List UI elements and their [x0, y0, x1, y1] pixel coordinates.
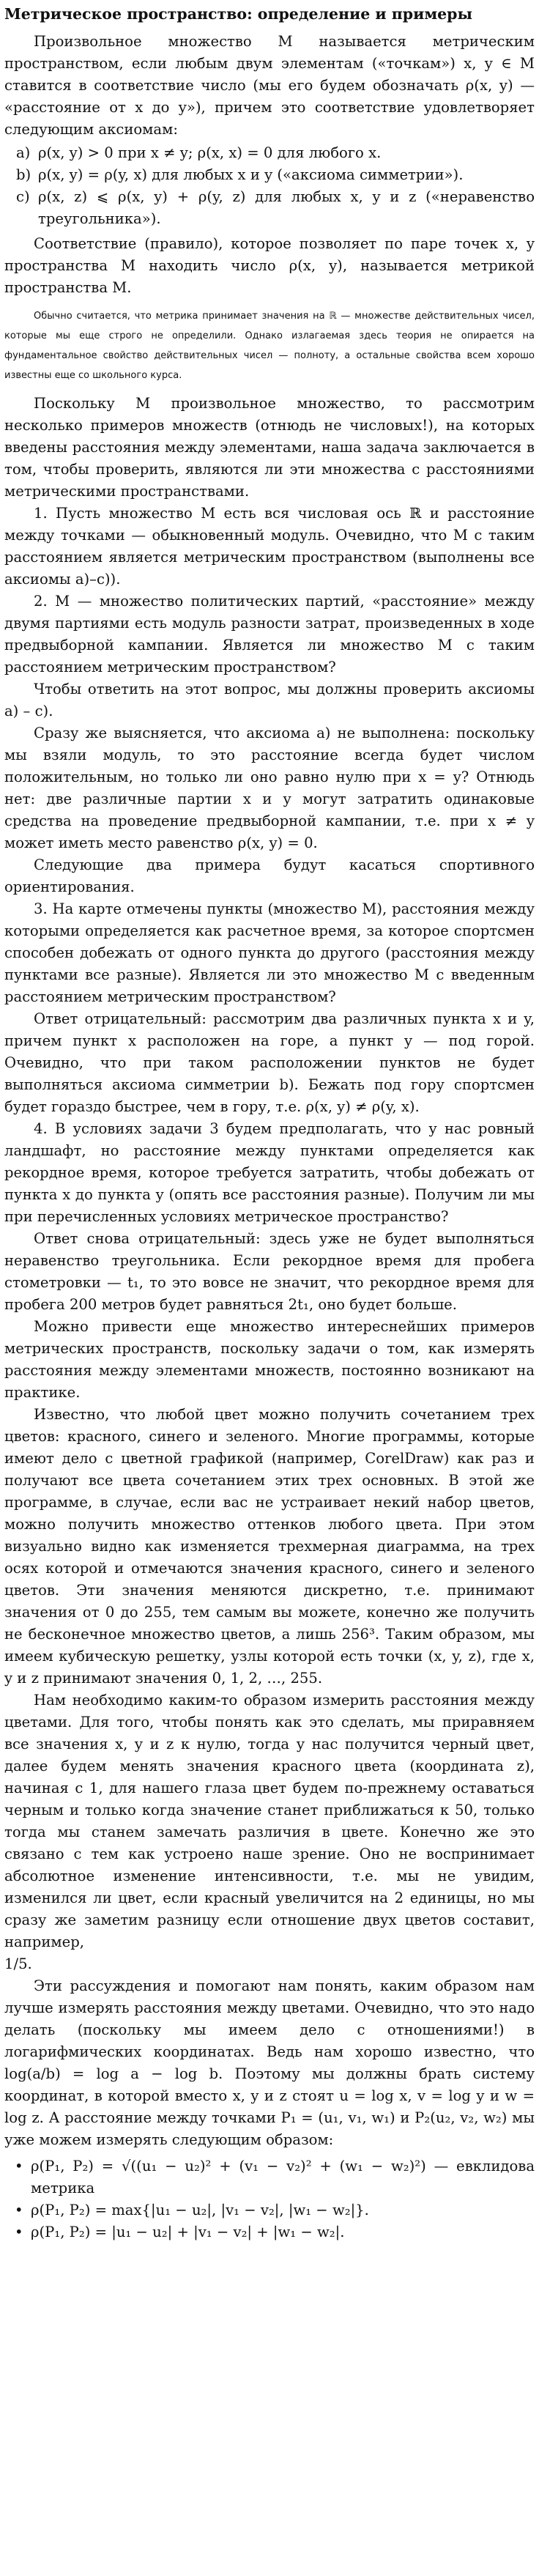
- list-item: [15, 2155, 535, 2199]
- paragraph: Следующие два примера будут касаться спортивного ориентирования.: [4, 856, 535, 895]
- color-paragraph: Известно, что любой цвет можно получить сочетанием трех цветов: красного, синего и зеленого. Многие программы, которые имеют дело с цветной графикой (например, CorelDraw) как раз и получают все цвета сочетанием этих трех основных. В этой же программе, в случае, если вас не устраивает некий набор цветов, можно получить множество оттенков любого цвета. При этом визуально видно как изменяется трехмерная диаграмма, на трех осях которой и отмечаются значения красного, синего и зеленого цветов. Эти значения меняются дискретно, т.е. принимают значения от 0 до 255, тем самым вы можете, конечно же получить не бесконечное множество цветов, а лишь 256³. Таким образом, мы имеем кубическую решетку, узлы которой есть точки (x, y, z), где x, y и z принимают значения 0, 1, 2, …, 255.: [4, 1406, 535, 1687]
- paragraph: Сразу же выясняется, что аксиома a) не выполнена: поскольку мы взяли модуль, то это расстояние всегда будет числом положительным, но только ли оно равно нулю при x = y? Отнюдь нет: две различные партии x и y могут затратить одинаковые средства на проведение предвыборной кампании, т.е. при x ≠ y может иметь место равенство ρ(x, y) = 0.: [4, 725, 535, 851]
- fraction-text: 1/5.: [4, 1955, 32, 1972]
- metric-definition-paragraph: Соответствие (правило), которое позволяет по паре точек x, y пространства M находить число ρ(x, y), называется метрикой пространства M.: [4, 235, 535, 296]
- axiom-a: [16, 142, 535, 164]
- paragraph: Можно привести еще множество интереснейших примеров метрических пространств, поскольку задачи о том, как измерять расстояния между элементами множеств, постоянно возникают на практике.: [4, 1318, 535, 1401]
- example-4-paragraph: 4. В условиях задачи 3 будем предполагать, что у нас ровный ландшафт, но расстояние между пунктами определяется как рекордное время, которое требуется затратить, чтобы добежать от пункта x до пункта y (опять все расстояния разные). Получим ли мы при перечисленных условиях метрическое пространство?: [4, 1120, 535, 1225]
- axiom-text: ρ(x, y) > 0 при x ≠ y; ρ(x, x) = 0 для любого x.: [38, 144, 382, 161]
- bullet-icon: •: [15, 2202, 23, 2218]
- axiom-text: ρ(x, y) = ρ(y, x) для любых x и y («аксиома симметрии»).: [38, 166, 464, 183]
- formula-sum: ρ(P₁, P₂) = |u₁ − u₂| + |v₁ − v₂| + |w₁ − w₂|.: [31, 2224, 345, 2240]
- formula-euclidean: ρ(P₁, P₂) = √((u₁ − u₂)² + (v₁ − v₂)² + (w₁ − w₂)²) — евклидова метрика: [31, 2158, 535, 2196]
- example-3-paragraph: 3. На карте отмечены пункты (множество M), расстояния между которыми определяется как расчетное время, за которое спортсмен способен добежать от одного пункта до другого (расстояния между пунктами все разные). Является ли это множество M с введенным расстоянием метрическим пространством?: [4, 900, 535, 1005]
- formula-max: ρ(P₁, P₂) = max{|u₁ − u₂|, |v₁ − v₂|, |w₁ − w₂|}.: [31, 2202, 369, 2218]
- axiom-b: [16, 164, 535, 186]
- axiom-text: ρ(x, z) ⩽ ρ(x, y) + ρ(y, z) для любых x, y и z («неравенство треугольника»).: [38, 188, 535, 227]
- list-item: [15, 2221, 535, 2243]
- paragraph: Поскольку M произвольное множество, то рассмотрим несколько примеров множеств (отнюдь не числовых!), на которых введены расстояния между элементами, наша задача заключается в том, чтобы проверить, являются ли эти множества с расстояниями метрическими пространствами.: [4, 395, 535, 500]
- paragraph: Ответ отрицательный: рассмотрим два различных пункта x и y, причем пункт x расположен на горе, а пункт y — под горой. Очевидно, что при таком расположении пунктов не будет выполняться аксиома симметрии b). Бежать под гору спортсмен будет гораздо быстрее, чем в гору, т.е. ρ(x, y) ≠ ρ(y, x).: [4, 1010, 535, 1115]
- footnote-small-text: Обычно считается, что метрика принимает значения на ℝ — множестве действительных чисел, которые мы еще строго не определили. Однако излагаемая здесь теория не опирается на фундаментальное свойство действительных чисел — полноту, а остальные свойства всем хорошо известны еще со школьного курса.: [4, 311, 535, 381]
- example-2-paragraph: 2. M — множество политических партий, «расстояние» между двумя партиями есть модуль разности затрат, произведенных в ходе предвыборной кампании. Является ли множество M с таким расстоянием метрическим пространством?: [4, 593, 535, 676]
- axiom-c: [16, 186, 535, 230]
- axiom-label: c): [16, 188, 30, 205]
- list-item: [15, 2199, 535, 2221]
- axioms-list: [4, 142, 535, 230]
- bullet-icon: •: [15, 2224, 23, 2240]
- paragraph: Чтобы ответить на этот вопрос, мы должны проверить аксиомы a) – c).: [4, 681, 535, 719]
- bullet-icon: •: [15, 2158, 23, 2175]
- paragraph: Ответ снова отрицательный: здесь уже не будет выполняться неравенство треугольника. Если рекордное время для пробега стометровки — t₁, то это вовсе не значит, что рекордное время для пробега 200 метров будет равняться 2t₁, оно будет больше.: [4, 1230, 535, 1313]
- example-1-paragraph: 1. Пусть множество M есть вся числовая ось ℝ и расстояние между точками — обыкновенный модуль. Очевидно, что M с таким расстоянием является метрическим пространством (выполнены все аксиомы a)–c)).: [4, 505, 535, 588]
- color-distance-paragraph: Нам необходимо каким-то образом измерить расстояния между цветами. Для того, чтобы понять как это сделать, мы приравняем все значения x, y и z к нулю, тогда у нас получится черный цвет, далее будем менять значения красного цвета (координата z), начиная с 1, для нашего глаза цвет будем по-прежнему оставаться черным и только когда значение станет приближаться к 50, только тогда мы станем замечать различия в цвете. Конечно же это связано с тем как устроено наше зрение. Оно не воспринимает абсолютное изменение интенсивности, т.е. мы не увидим, изменился ли цвет, если красный увеличится на 2 единицы, но мы сразу же заметим разницу если отношение двух цветов составит, например,: [4, 1692, 535, 1950]
- intro-paragraph: Произвольное множество M называется метрическим пространством, если любым двум элементам («точкам») x, y ∈ M ставится в соответствие число (мы его будем обозначать ρ(x, y) — «расстояние от x до y»), причем это соответствие удовлетворяет следующим аксиомам:: [4, 33, 535, 138]
- page-title: Метрическое пространство: определение и примеры: [4, 5, 473, 23]
- axiom-label: a): [16, 144, 31, 161]
- axiom-label: b): [16, 166, 31, 183]
- formula-list: [15, 2155, 535, 2243]
- log-coordinates-paragraph: Эти рассуждения и помогают нам понять, каким образом нам лучше измерять расстояния между цветами. Очевидно, что это надо делать (поскольку мы имеем дело с отношениями!) в логарифмических координатах. Ведь нам хорошо известно, что log(a/b) = log a − log b. Поэтому мы должны брать систему координат, в которой вместо x, y и z стоят u = log x, v = log y и w = log z. А расстояние между точками P₁ = (u₁, v₁, w₁) и P₂(u₂, v₂, w₂) мы уже можем измерять следующим образом:: [4, 1977, 535, 2148]
